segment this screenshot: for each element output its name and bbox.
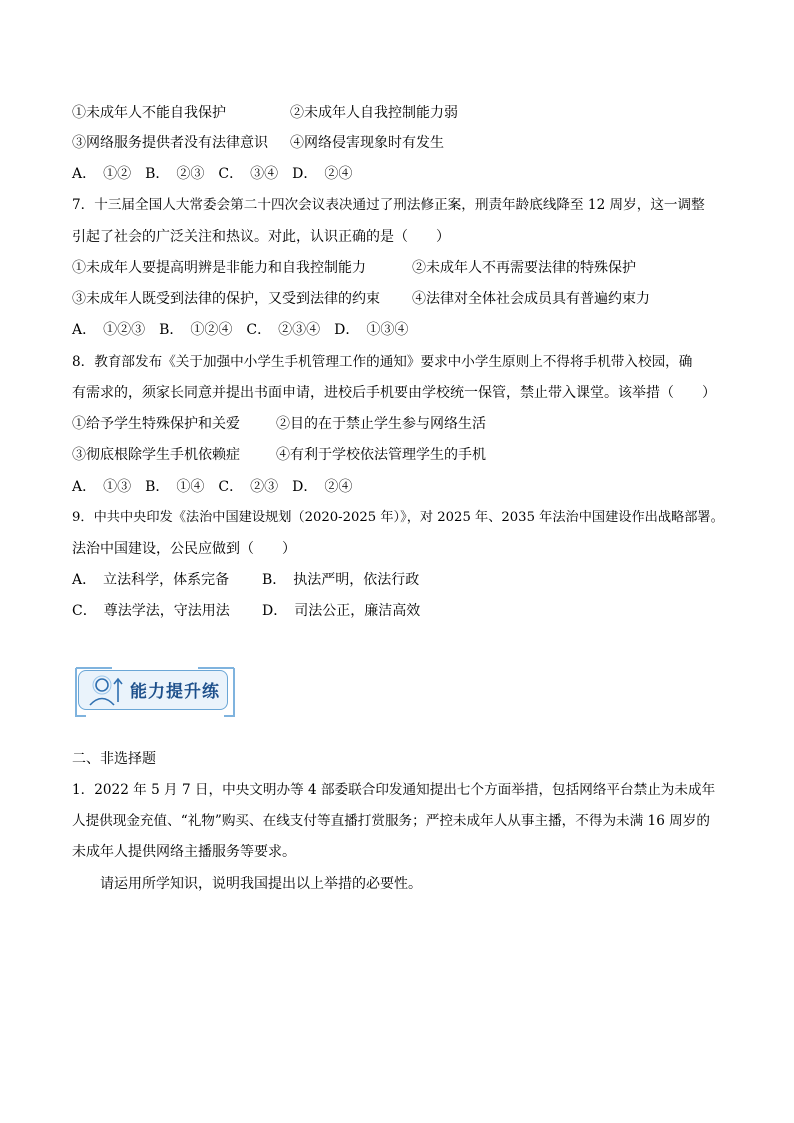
- q9-option-a: A． 立法科学，体系完备: [72, 572, 230, 588]
- q7-option-1: ①未成年人要提高明辨是非能力和自我控制能力: [72, 260, 366, 276]
- q7-answers: A． ①②③ B． ①②④ C． ②③④ D． ①③④: [72, 322, 409, 338]
- s2-q1-stem-line1: 1．2022 年 5 月 7 日，中央文明办等 4 部委联合印发通知提出七个方面举措，包括网络平台禁止为未成年: [72, 782, 716, 798]
- ability-practice-badge: [72, 662, 238, 722]
- learner-icon: [84, 672, 126, 710]
- q9-option-c: C． 尊法学法，守法用法: [72, 603, 230, 619]
- q8-answers: A． ①③ B． ①④ C． ②③ D． ②④: [72, 479, 353, 495]
- q8-option-4: ④有利于学校依法管理学生的手机: [276, 447, 486, 463]
- q7-option-2: ②未成年人不再需要法律的特殊保护: [412, 260, 636, 276]
- q8-option-2: ②目的在于禁止学生参与网络生活: [276, 416, 486, 432]
- badge-label: 能力提升练: [130, 682, 220, 702]
- s2-q1-stem-line2: 人提供现金充值、“礼物”购买、在线支付等直播打赏服务；严控未成年人从事主播，不得为未满 16 周岁的: [72, 813, 710, 829]
- q6-option-3: ③网络服务提供者没有法律意识: [72, 135, 268, 151]
- q6-option-1: ①未成年人不能自我保护: [72, 105, 226, 121]
- q9-stem-line1: 9．中共中央印发《法治中国建设规划（2020-2025 年）》，对 2025 年、2035 年法治中国建设作出战略部署。: [72, 510, 724, 525]
- q7-option-3: ③未成年人既受到法律的保护，又受到法律的约束: [72, 291, 380, 307]
- q6-answers: A． ①② B． ②③ C． ③④ D． ②④: [72, 166, 353, 182]
- q8-option-3: ③彻底根除学生手机依赖症: [72, 447, 240, 463]
- q7-option-4: ④法律对全体社会成员具有普遍约束力: [412, 291, 650, 307]
- q7-stem-line1: 7．十三届全国人大常委会第二十四次会议表决通过了刑法修正案，刑责年龄底线降至 12 周岁，这一调整: [72, 197, 705, 213]
- s2-q1-stem-line3: 未成年人提供网络主播服务等要求。: [72, 844, 296, 860]
- q9-option-d: D． 司法公正，廉洁高效: [262, 603, 421, 619]
- q7-stem-line2: 引起了社会的广泛关注和热议。对此，认识正确的是（ ）: [72, 229, 450, 245]
- q8-stem-line2: 有需求的，须家长同意并提出书面申请，进校后手机要由学校统一保管，禁止带入课堂。该举措（ ）: [72, 385, 716, 401]
- q6-option-2: ②未成年人自我控制能力弱: [290, 105, 458, 121]
- q8-stem-line1: 8．教育部发布《关于加强中小学生手机管理工作的通知》要求中小学生原则上不得将手机带入校园，确: [72, 354, 693, 370]
- q9-stem-line2: 法治中国建设，公民应做到（ ）: [72, 541, 296, 557]
- q6-option-4: ④网络侵害现象时有发生: [290, 135, 444, 151]
- q9-option-b: B． 执法严明，依法行政: [262, 572, 420, 588]
- section2-heading: 二、非选择题: [72, 751, 156, 767]
- s2-q1-prompt: 请运用所学知识，说明我国提出以上举措的必要性。: [100, 876, 422, 892]
- q8-option-1: ①给予学生特殊保护和关爱: [72, 416, 240, 432]
